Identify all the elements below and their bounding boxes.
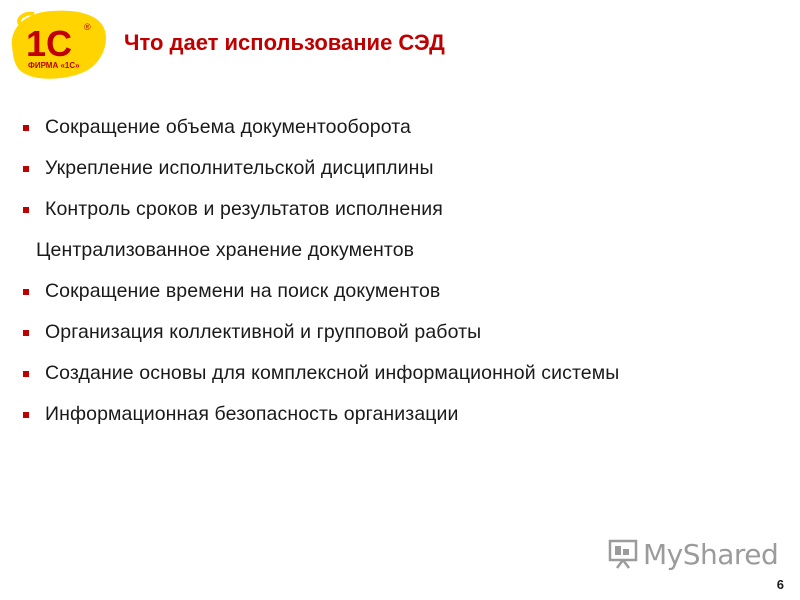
list-item-text: Сокращение времени на поиск документов [45, 280, 441, 302]
logo-caption: ФИРМА «1С» [28, 61, 80, 70]
logo-graphic [6, 6, 110, 84]
bullet-marker [23, 371, 29, 377]
watermark-text: MyShared [643, 538, 779, 571]
list-item [20, 198, 710, 220]
logo-registered-mark: ® [84, 22, 91, 32]
bullet-list [20, 116, 710, 444]
list-item [20, 280, 710, 302]
company-logo [6, 6, 110, 84]
logo-brand: 1С [26, 23, 73, 64]
list-item [20, 239, 710, 261]
list-item [20, 362, 710, 384]
list-item-text: Контроль сроков и результатов исполнения [45, 198, 443, 220]
watermark [603, 532, 779, 576]
bullet-marker [23, 125, 29, 131]
list-item [20, 116, 710, 138]
bullet-marker [23, 330, 29, 336]
bullet-marker [23, 166, 29, 172]
list-item [20, 403, 710, 425]
bullet-marker [23, 289, 29, 295]
slide-title: Что дает использование СЭД [124, 30, 445, 55]
list-item-text: Централизованное хранение документов [36, 239, 415, 261]
list-item-text: Информационная безопасность организации [45, 403, 459, 425]
list-item-text: Укрепление исполнительской дисциплины [45, 157, 434, 179]
list-item-text: Сокращение объема документооборота [45, 116, 411, 138]
list-item [20, 157, 710, 179]
list-item [20, 321, 710, 343]
presentation-icon [607, 538, 639, 570]
page-number: 6 [776, 577, 784, 592]
bullet-marker [23, 412, 29, 418]
list-item-text: Создание основы для комплексной информационной системы [45, 362, 620, 384]
list-item-text: Организация коллективной и групповой работы [45, 321, 482, 343]
bullet-marker [23, 207, 29, 213]
